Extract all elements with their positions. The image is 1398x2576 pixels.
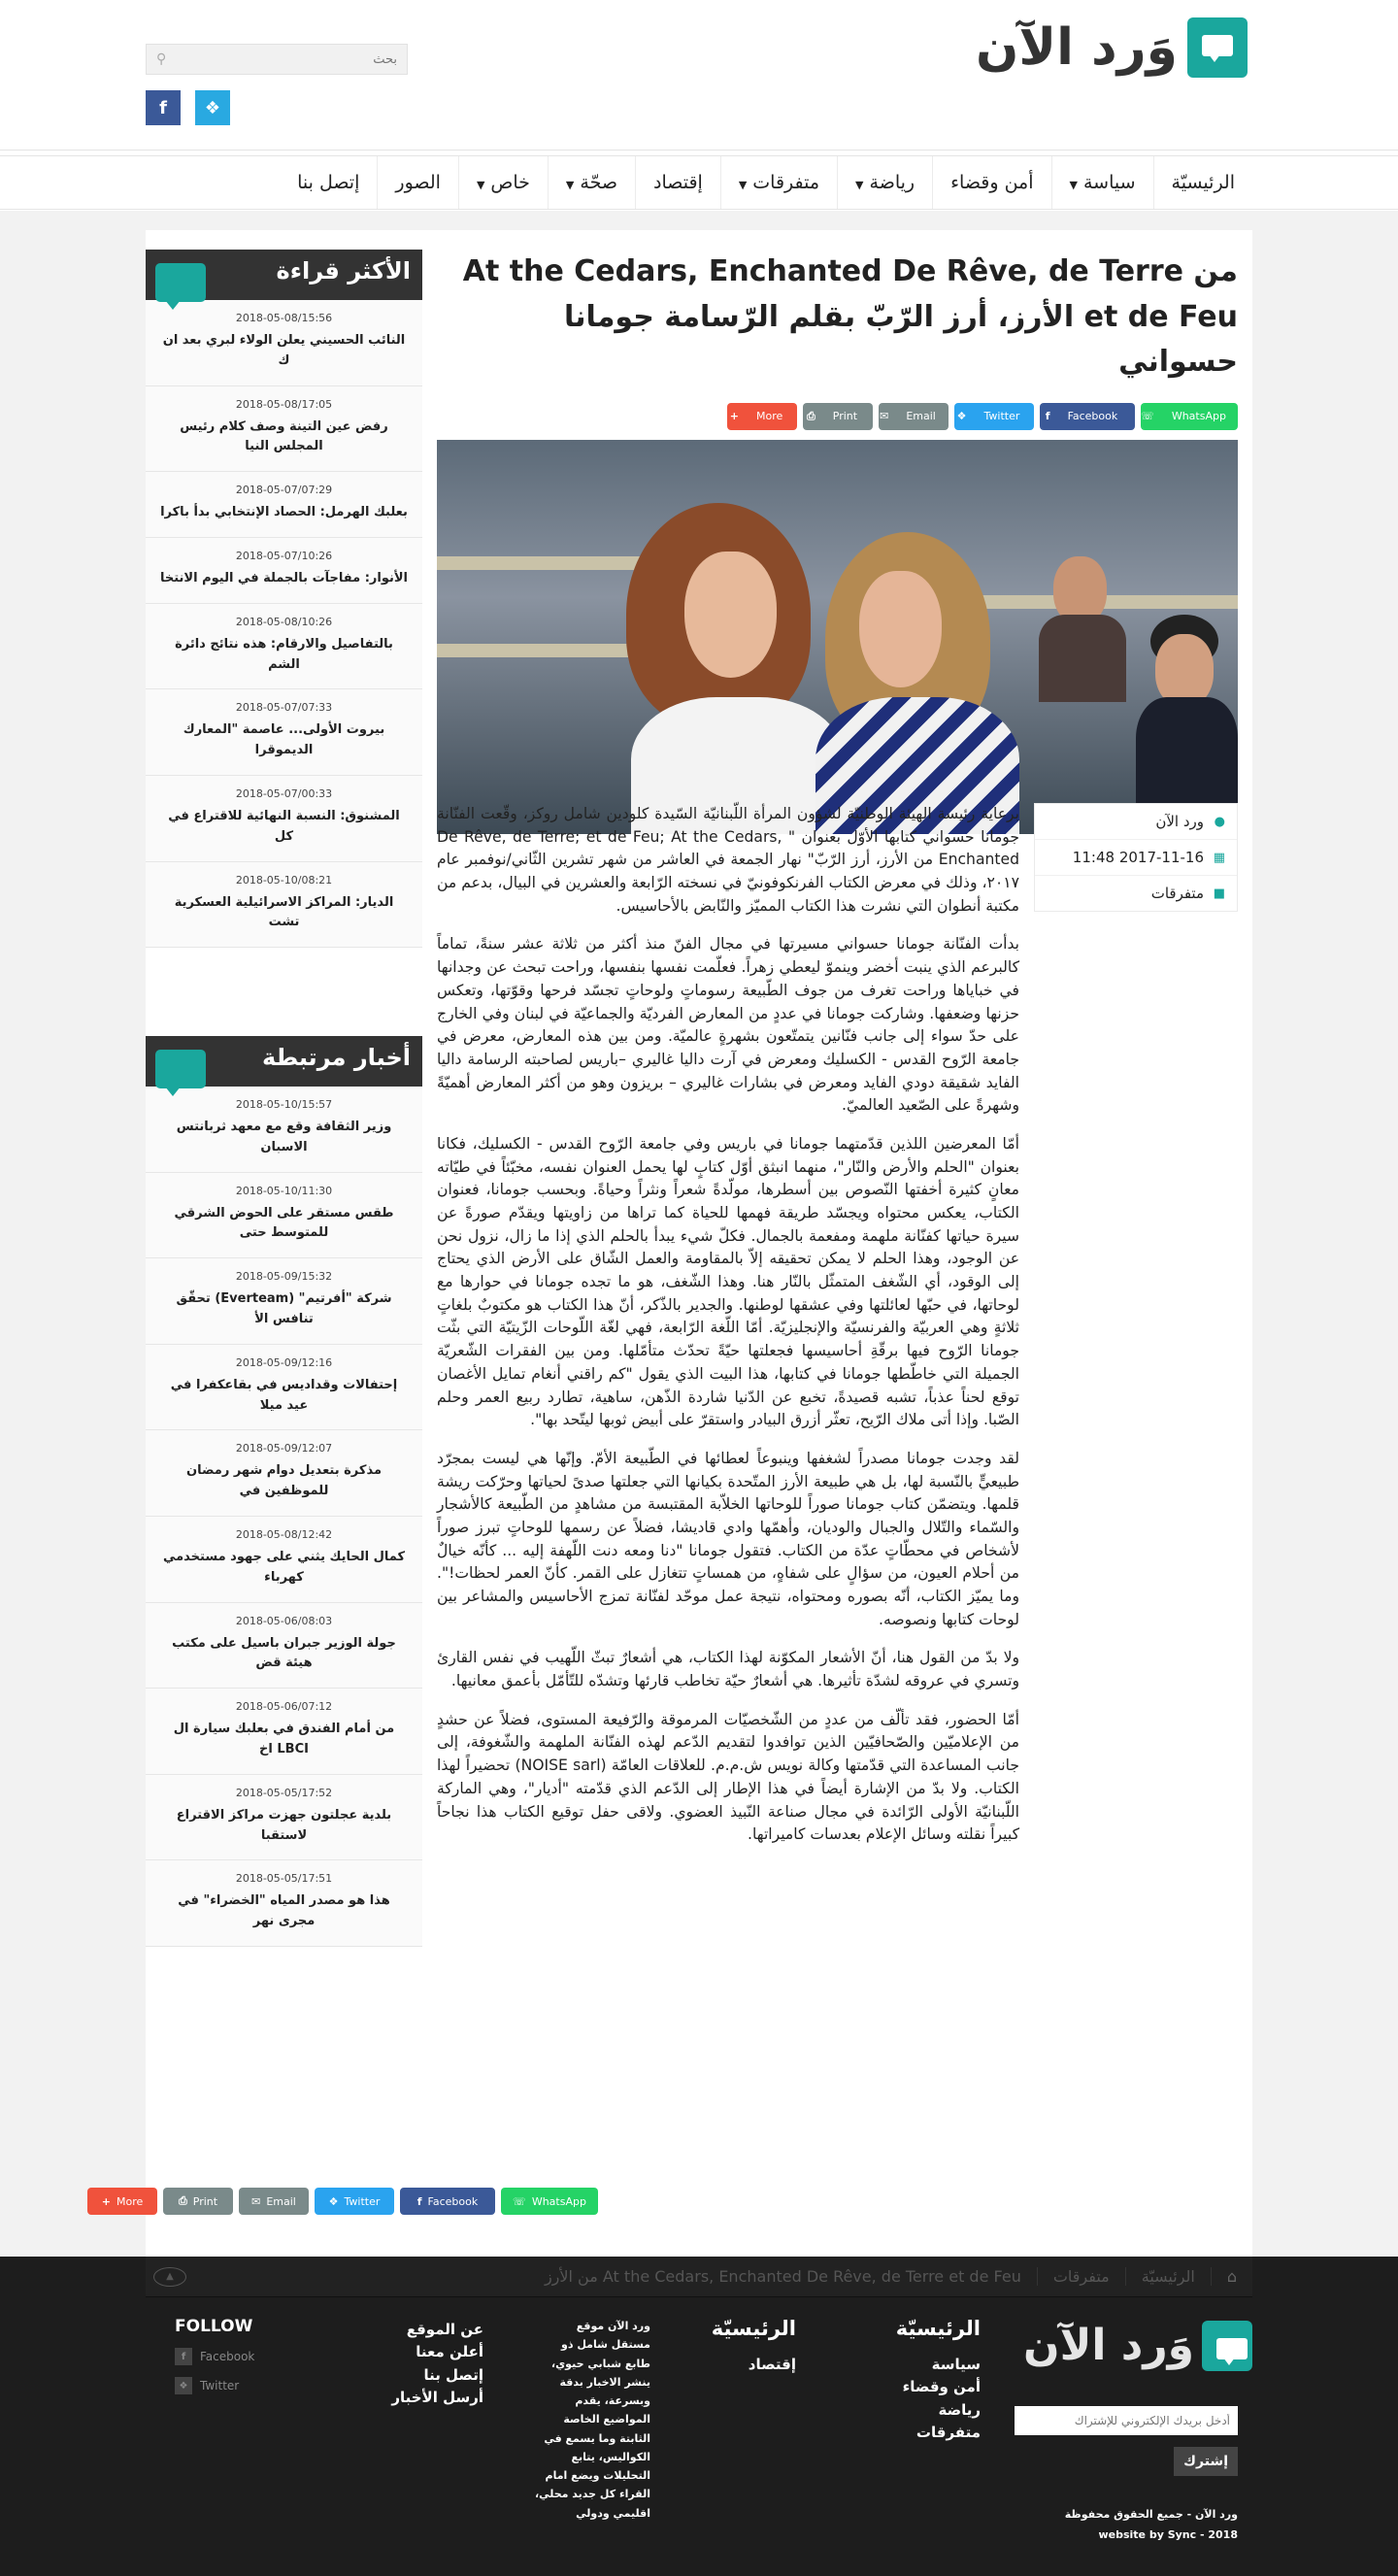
item-date: 2018-05-08/10:26 (235, 615, 333, 628)
list-item[interactable] (146, 776, 422, 862)
item-title[interactable]: الأنوار: مفاجآت بالجملة في اليوم الانتخا (159, 570, 409, 585)
nav-item-economy[interactable]: إقتصاد (635, 156, 720, 209)
footer-nav-item[interactable]: رياضة (938, 2400, 981, 2419)
paragraph: بدأت الفنّانة جومانا حسواني مسيرتها في مجال الفنّ منذ أكثر من ثلاثة عشر سنةً، تماماً كالبرعم الذي ينبت أخضر وينموّ ليعطي زهراً. فعلّمت نفسها بنفسها، وراحت تبحث عن وجدانها في خباياها وراحت تغرف من جوف الطّبيعة رسوماتٍ ولوحاتٍ تجسّد فرحها وقوّتها، وتعكس حزنها وضعفها. وشاركت جومانا في عددٍ من المعارض الفرديّة والجماعيّة في لبنان وفي الخارج على حدّ سواء إلى جانب فنّانين يتمتّعون بشهرةٍ عالميّة. ومن بين هذه المعارض، معرض في جامعة الرّوح القدس - الكسليك ومعرض في آرت داليا غاليري –باريس لصاحبته الرسامة داليا الفايد شقيقة دودي الفايد ومعرض في بشارات غاليري – بريزون وهو من أكثر المعارض أهميّةً وشهرةً على الصّعيد العالميّ. (437, 935, 1019, 1115)
search-icon[interactable]: ⚲ (156, 51, 167, 67)
list-item[interactable] (146, 300, 422, 386)
footer-nav-title[interactable]: الرئيسيّة (895, 2317, 981, 2340)
footer-links (391, 2319, 483, 2409)
main-nav (0, 155, 1398, 210)
item-date: 2018-05-08/12:42 (235, 1527, 333, 1541)
follow-title: FOLLOW (175, 2317, 253, 2336)
article-photo (437, 440, 1238, 834)
item-title[interactable]: هذا هو مصدر المياه "الخضراء" في مجرى نهر (178, 1893, 390, 1929)
share-label: Print (832, 410, 858, 422)
list-item[interactable] (146, 1689, 422, 1775)
item-title[interactable]: المشنوق: النسبة النهائية للاقتراع في كل (168, 808, 400, 844)
chevron-down-icon: ▼ (738, 179, 748, 191)
more-share-button[interactable] (727, 403, 797, 430)
share-label: Print (192, 2194, 218, 2208)
share-label: More (755, 410, 783, 422)
list-item[interactable] (146, 538, 422, 604)
follow-twitter[interactable] (175, 2377, 254, 2394)
item-title[interactable]: مذكرة بتعديل دوام شهر رمضان للموظفين في (185, 1463, 382, 1499)
logo-chat-icon (1187, 17, 1248, 78)
item-title[interactable]: إحتفالات وقداديس في بقاعكفرا في عيد ميلا (170, 1377, 398, 1413)
follow-label: Twitter (200, 2379, 240, 2392)
footer-nav-item[interactable]: متفرقات (915, 2423, 981, 2441)
twitter-icon: ❖ (328, 2194, 339, 2208)
twitter-icon: ❖ (956, 410, 967, 422)
paragraph: أمّا المعرضين اللذين قدّمتهما جومانا في باريس وفي جامعة الرّوح القدس - الكسليك، فكانا بعنوان "الحلم والأرض والنّار"، منهما انبثق أوّل كتابٍ لها يحمل العنوان نفسه، مخبّئاً في طيّاته معانٍ كثيرة أخفتها النّصوص بين أسطرها، مولّدةً شعراً ونثراً وحياةً. وبحسب جومانا، فعنوان الكتاب، يعكس محتواه ويجسّد طريقة فهمها للحياة كما تراها من زاويتها ويقدّم صورةً عن سيرة حياتها كفنّانة ملهمة ومفعمة بالجمال. فكلّ شيء يبدأ بالحلم الذي إذا ما زال، نزول نحن عن الوجود، وهذا الحلم لا يمكن تحقيقه إلاّ بالمقاومة والعمل الشّاق على الأرض الذي يحتاج إلى الوقود، أي الشّغف المتمثّل بالنّار هنا. وهذا الشّغف، هو ما تجده جومانا في حوارها مع لوحاتها، في حبّها لعائلتها وفي عشقها لوطنها. والجدير بالذّكر، أنّ هذا الكتاب هو مكتوبٌ بلغاتٍ ثلاثةٍ وهي العربيّة والفرنسيّة والإنجليزيّة. أمّا اللّغة الرّابعة، فهي لغّة اللّوحات الزّيتيّة التي بثّت جومانا الرّوح فيها برقّةِ أحاسيسها فجعلتها حيّةً تحدّث متأمّلها. ومن بين الفقرات الشّعريّة الجميلة التي خاطّطها جومانا في كتابها، هذا البيت الذي يقول "كم راقني أنغام تمايل الأغصان توقع لحناً عذباً، تشبه قصيدةً، تخبع عن الدّنيا شاردة الذّهن، ساهية، تطارد ربيع العمر وحلم الصّبا. وإذا أتى ملاك الرّيح، تعثّر أزرق البيادر واستقرّ على أبيض ثوبها ليتّحد بها". (437, 1134, 1019, 1429)
facebook-share-button[interactable] (400, 2188, 495, 2215)
nav-item-security[interactable]: أمن وقضاء (932, 156, 1050, 209)
footer-nav-item[interactable]: أمن وقضاء (902, 2378, 981, 2396)
item-date: 2018-05-09/12:16 (235, 1355, 333, 1369)
paragraph: ولا بدّ من القول هنا، أنّ الأشعار المكوّنة لهذا الكتاب، هي أشعارٌ تبثّ اللّهيب في نفس القارئ وتسري في عروقه لشدّة تأثيرها. هي أشعارٌ حيّة تخاطب قارئها وتشدّه للتّأمّل بأعمق معانيها. (437, 1649, 1019, 1690)
plus-icon: + (101, 2194, 111, 2208)
credit-text[interactable]: website by Sync - 2018 (1098, 2527, 1238, 2541)
related-news-header (146, 1036, 422, 1087)
article (437, 230, 1238, 1844)
item-title[interactable]: بيروت الأولى... عاصمة "المعارك الديموقرا (183, 722, 385, 758)
item-date: 2018-05-08/17:05 (235, 397, 333, 411)
chevron-down-icon: ▼ (476, 179, 485, 191)
footer-nav-item[interactable]: سياسة (931, 2356, 981, 2373)
facebook-icon: f (416, 2194, 422, 2208)
item-title[interactable]: بالتفاصيل والارقام: هذه نتائج دائرة الشم (175, 636, 393, 672)
list-item[interactable] (146, 1087, 422, 1173)
user-icon: ● (1214, 814, 1225, 829)
email-share-button[interactable] (239, 2188, 309, 2215)
facebook-icon: f (1045, 410, 1050, 422)
share-label: Facebook (1067, 410, 1118, 422)
nav-item-politics[interactable]: سياسة▼ (1051, 156, 1153, 209)
item-date: 2018-05-06/08:03 (235, 1614, 333, 1627)
date-row (1035, 840, 1237, 876)
item-title[interactable]: بلدية عجلتون جهزت مراكز الاقتراع لاستقبا (176, 1807, 392, 1843)
item-title[interactable]: بعلبك الهرمل: الحصاد الإنتخابي بدأ باكرا (160, 505, 408, 520)
list-item[interactable] (146, 689, 422, 776)
item-date: 2018-05-09/12:07 (235, 1442, 333, 1455)
whatsapp-share-button[interactable] (1141, 403, 1238, 430)
breadcrumb-item[interactable]: الرئيسيّة (1125, 2267, 1211, 2286)
photo-person (1039, 556, 1126, 692)
author-row (1035, 804, 1237, 840)
share-bar-top (437, 403, 1238, 430)
photo-person (1136, 615, 1238, 834)
print-icon: ⎙ (806, 409, 816, 422)
follow-section (175, 2317, 254, 2406)
nav-item-sports[interactable]: رياضة▼ (837, 156, 932, 209)
article-body (437, 803, 1019, 1862)
twitter-icon: ❖ (175, 2377, 192, 2394)
follow-label: Facebook (200, 2350, 255, 2363)
nav-item-special[interactable]: خاص▼ (458, 156, 548, 209)
footer-logo[interactable] (1023, 2321, 1252, 2371)
social-links (146, 90, 230, 125)
email-icon: ✉ (251, 2194, 261, 2208)
chevron-down-icon: ▼ (855, 179, 864, 191)
facebook-icon: f (175, 2348, 192, 2365)
item-date: 2018-05-07/00:33 (235, 786, 333, 800)
share-bar-bottom (87, 2188, 598, 2215)
paragraph: أمّا الحضور، فقد تألّف من عددٍ من الشّخصيّات المرموقة والرّفيعة المستوى، فضلاً عن حشدٍ من الإعلاميّين والصّحافيّين الذين توافدوا لتقديم الدّعم لهذه الفنّانة الملهمة والشّغوفة، إلى جانب المساعدة التي قدّمتها وكالة نويس ش.م.م. للعلاقات العامّة (NOISE sarl) تحضيراً لهذا الكتاب. ولا بدّ من الإشارة أيضاً في هذا الإطار إلى الدّعم الذي قدّمته "أديار"، وهي الماركة اللّبنانيّة الأولى الرّائدة في مجال صناعة النّبيذ العضوي. ولاقى حفل توقيع الكتاب هذا نجاحاً كبيراً نقلته وسائل الإعلام بعدسات كاميراتها. (437, 1710, 1019, 1844)
item-date: 2018-05-10/08:21 (235, 873, 333, 887)
article-datetime: 2017-11-16 11:48 (1072, 849, 1204, 866)
calendar-icon: ▦ (1213, 850, 1225, 865)
print-button[interactable] (163, 2188, 233, 2215)
breadcrumb (146, 2257, 1252, 2297)
item-date: 2018-05-07/07:29 (235, 484, 333, 497)
chevron-down-icon: ▼ (1069, 179, 1078, 191)
share-label: More (116, 2194, 144, 2208)
subscribe-email-input[interactable] (1015, 2406, 1238, 2435)
twitter-icon[interactable]: ❖ (195, 90, 230, 125)
nav-item-misc[interactable]: متفرقات▼ (720, 156, 837, 209)
item-title[interactable]: شركة "أفرتيم" (Everteam) تحقّق تنافس الأ (176, 1291, 392, 1326)
paragraph: لقد وجدت جومانا مصدراً لشغفها وينبوعاً لعطائها في الطّبيعة الأمّ. وإنّها هي ليست بمجرّد طبيعيٍّ بالنّسبة لها، بل هي طبيعة الأرز المتّحدة بكيانها التي جعلتها صدىً لحياتها وحرّكت ريشة قلمها. ويتضمّن كتاب جومانا صوراً للوحاتها الخلاّبة المقتبسة من مشاهدٍ من الطّبيعة كالأشجار والسّماء والتّلال والجبال والوديان، وأهمّها وادي قاديشا، فضلاً عن رسمها للوحاتٍ تبرز صوراً لأشخاص في محطّاتٍ عدّة من الكتاب. فتقول جومانا "دنا ومعه دنت اللّهفة إليه ... كأنّه خيالٌ من أحلام العيون، من سؤالٍ على شفاهٍ، من همساتٍ تتغازل على القمر. كأنّ العمر لحظات!". وما يميّز الكتاب، أنّه بصوره ومحتواه، نتيجة عمل موحّد لفنّانة تمزج الأحاسيس والمشاعر بين لوحات كتابها ونصوصه. (437, 1449, 1019, 1628)
footer-link[interactable]: عن الموقع (406, 2321, 483, 2338)
site-logo[interactable] (976, 17, 1248, 78)
related-news-title: أخبار مرتبطة (261, 1044, 411, 1071)
list-item[interactable] (146, 1173, 422, 1259)
breadcrumb-item: At the Cedars, Enchanted De Rêve, de Terre et de Feu من الأرز (544, 2267, 1021, 2286)
copyright-text: ورد الآن - جميع الحقوق محفوظة (1064, 2508, 1238, 2521)
share-label: WhatsApp (531, 2194, 586, 2208)
email-icon: ✉ (880, 410, 889, 422)
list-item[interactable] (146, 1603, 422, 1689)
footer-link[interactable]: أرسل الأخبار (391, 2388, 483, 2406)
whatsapp-icon: ☏ (513, 2194, 526, 2208)
email-share-button[interactable] (879, 403, 949, 430)
photo-person (816, 532, 1029, 834)
share-label: Email (906, 410, 936, 422)
search-box (146, 44, 408, 75)
paragraph: برعاية رئيسة الهيئة الوطنيّة لشؤون المرأة اللّبنانيّة السّيدة كلودين شامل روكز، وقّعت الفنّانة جومانا حسواني كتابها الأوّل بعنوان " De Rêve, de Terre; et de Feu; At the Cedars, Enchanted من الأرز، أرز الرّبّ" نهار الجمعة في العاشر من شهر تشرين الثّاني/نوفمبر عام ٢٠١٧، وذلك في معرض الكتاب الفرنكوفونيّ في نسخته الرّابعة والعشرين في البيال، بدعم من مكتبة أنطوان التي نشرت هذا الكتاب المميّز والنّابض بالأحاسيس. (437, 805, 1019, 915)
chat-bubble-icon (155, 1050, 206, 1088)
item-title[interactable]: النائب الحسيني يعلن الولاء لبري بعد ان ك (162, 333, 406, 368)
logo-chat-icon (1202, 2321, 1252, 2371)
list-item[interactable] (146, 1258, 422, 1345)
twitter-share-button[interactable] (954, 403, 1034, 430)
related-news-widget (146, 1036, 422, 1947)
search-input[interactable] (183, 52, 397, 67)
list-item[interactable] (146, 1345, 422, 1431)
item-title[interactable]: كمال الحايك يثني على جهود مستخدمي كهرباء (162, 1549, 406, 1585)
item-date: 2018-05-08/15:56 (235, 312, 333, 324)
article-title: من At the Cedars, Enchanted De Rêve, de Terre et de Feu الأرز، أرز الرّبّ بقلم الرّسامة جومانا حسواني (462, 254, 1238, 379)
list-item[interactable] (146, 1430, 422, 1517)
list-item[interactable] (146, 1860, 422, 1947)
folder-icon: ■ (1213, 886, 1225, 901)
footer-link[interactable]: أعلن معنا (416, 2343, 483, 2361)
footer-nav-title[interactable]: الرئيسيّة (711, 2317, 796, 2340)
item-title[interactable]: رفض عين التينة وصف كلام رئيس المجلس النيا (180, 418, 388, 454)
plus-icon: + (729, 410, 739, 422)
item-date: 2018-05-05/17:51 (235, 1872, 333, 1886)
most-read-widget (146, 250, 422, 948)
item-date: 2018-05-09/15:32 (235, 1270, 333, 1284)
item-title[interactable]: طقس مستقر على الحوض الشرقي للمتوسط حتى (174, 1205, 394, 1241)
list-item[interactable] (146, 1775, 422, 1861)
facebook-share-button[interactable] (1040, 403, 1135, 430)
footer-nav-1 (896, 2317, 981, 2444)
item-title[interactable]: وزير الثقافة وقع مع معهد ثربانتس الاسبان (176, 1120, 392, 1154)
copyright (1065, 2505, 1238, 2546)
item-title[interactable]: جولة الوزير جبران باسيل على مكتب هيئة قض (172, 1635, 396, 1671)
subscribe-button[interactable]: إشترك (1174, 2447, 1238, 2476)
nav-item-contact[interactable]: إتصل بنا (297, 172, 360, 193)
share-label: Twitter (983, 410, 1020, 422)
print-icon: ⎙ (178, 2194, 187, 2207)
item-title[interactable]: الديار: المراكز الاسرائيلية العسكرية تشت (174, 894, 394, 930)
item-date: 2018-05-07/10:26 (235, 549, 333, 562)
nav-item-home[interactable]: الرئيسيّة (1153, 156, 1252, 209)
article-category[interactable]: متفرقات (1150, 885, 1204, 902)
scroll-top-icon[interactable]: ▲ (153, 2267, 186, 2287)
whatsapp-icon: ☏ (1141, 410, 1154, 422)
chevron-down-icon: ▼ (565, 179, 575, 191)
most-read-header (146, 250, 422, 300)
item-date: 2018-05-10/11:30 (235, 1184, 333, 1197)
list-item[interactable] (146, 862, 422, 949)
home-icon[interactable]: ⌂ (1211, 2267, 1252, 2286)
share-label: Twitter (344, 2194, 381, 2208)
share-label: Facebook (427, 2194, 479, 2208)
footer-link[interactable]: إتصل بنا (423, 2365, 483, 2384)
item-date: 2018-05-10/15:57 (235, 1098, 333, 1111)
item-date: 2018-05-07/07:33 (235, 701, 333, 715)
list-item[interactable] (146, 386, 422, 473)
twitter-share-button[interactable] (315, 2188, 394, 2215)
category-row (1035, 876, 1237, 911)
footer-nav-item[interactable]: إقتصاد (748, 2356, 796, 2373)
chat-bubble-icon (155, 263, 206, 302)
breadcrumb-item[interactable]: متفرقات (1037, 2267, 1125, 2286)
list-item[interactable] (146, 604, 422, 690)
site-header (0, 0, 1398, 151)
footer-about: ورد الآن موقع مستقل شامل ذو طابع شبابي حيوي، ينشر الاخبار بدقة وبسرعة، يقدم المواضيع الخاصة الثابتة وما يسمع في الكواليس، يتابع التحليلات ويضع امام القراء كل جديد محلي، اقليمي ودولي (534, 2320, 650, 2520)
item-date: 2018-05-05/17:52 (235, 1786, 333, 1799)
share-label: WhatsApp (1171, 410, 1226, 422)
whatsapp-share-button[interactable] (501, 2188, 598, 2215)
item-title[interactable]: من أمام الفندق في بعلبك سيارة ال LBCI اخ (173, 1722, 395, 1756)
item-date: 2018-05-06/07:12 (235, 1700, 333, 1714)
footer-nav-2 (712, 2317, 796, 2376)
most-read-title: الأكثر قراءة (276, 257, 411, 284)
author-name[interactable]: ورد الآن (1155, 813, 1204, 830)
more-share-button[interactable] (87, 2188, 157, 2215)
facebook-icon[interactable]: f (146, 90, 181, 125)
list-item[interactable] (146, 472, 422, 538)
nav-item-photos[interactable]: الصور (377, 156, 458, 209)
article-meta (1034, 803, 1238, 912)
follow-facebook[interactable] (175, 2348, 254, 2365)
logo-text: وَرد الآن (976, 18, 1178, 77)
nav-item-health[interactable]: صحّة▼ (548, 156, 635, 209)
print-button[interactable] (803, 403, 873, 430)
list-item[interactable] (146, 1517, 422, 1603)
share-label: Email (266, 2194, 296, 2208)
footer-logo-text: وَرد الآن (1023, 2321, 1194, 2370)
